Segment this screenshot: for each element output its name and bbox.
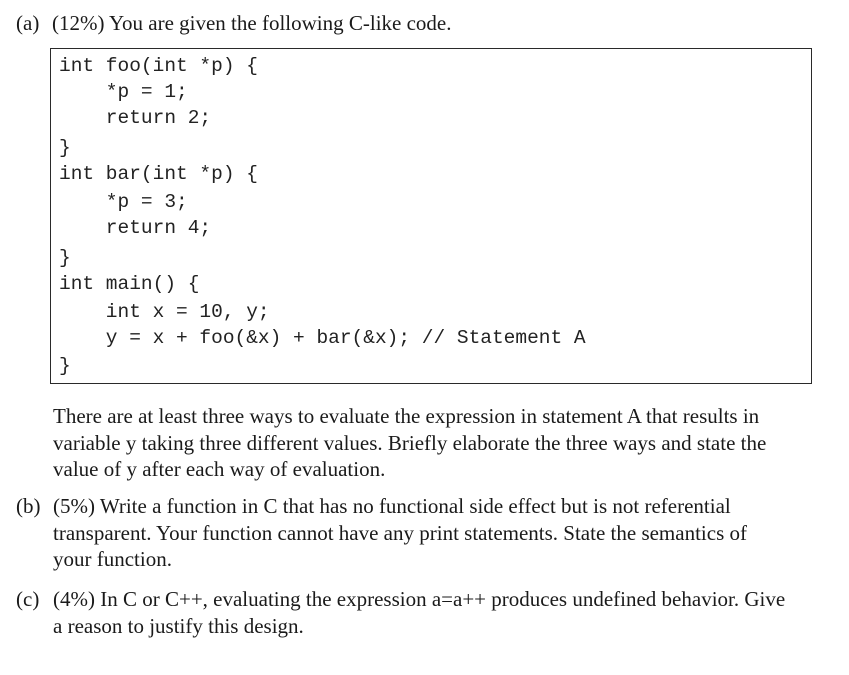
paragraph-line: variable y taking three different values. Briefly elaborate the three ways and state the (53, 430, 767, 455)
paragraph-line: (5%) Write a function in C that has no functional side effect but is not referential (53, 494, 731, 518)
code-line: y = x + foo(&x) + bar(&x); // Statement A (59, 327, 586, 349)
code-line: int x = 10, y; (59, 301, 270, 323)
code-block (50, 48, 812, 384)
paragraph-line: value of y after each way of evaluation. (53, 457, 386, 481)
paragraph-line: your function. (53, 547, 172, 571)
code-line: int foo(int *p) { (59, 55, 258, 77)
code-line: } (59, 137, 71, 159)
paragraph-line: (4%) In C or C++, evaluating the expression a=a++ produces undefined behavior. Give (53, 587, 786, 611)
code-line: int main() { (59, 273, 200, 295)
question-c-label: (c) (16, 587, 40, 611)
code-line: *p = 3; (59, 191, 188, 213)
code-line: } (59, 247, 71, 269)
question-a-intro: (12%) You are given the following C-like code. (52, 11, 452, 35)
code-line: int bar(int *p) { (59, 163, 258, 185)
question-a-label: (a) (16, 11, 40, 35)
question-b-label: (b) (16, 494, 41, 518)
code-line: } (59, 355, 71, 377)
paragraph-line: transparent. Your function cannot have any print statements. State the semantics of (53, 520, 747, 545)
paragraph-line: a reason to justify this design. (53, 613, 304, 638)
paragraph-line: There are at least three ways to evaluate the expression in statement A that results in (53, 404, 760, 428)
question-a-paragraph (53, 403, 813, 483)
code-line: return 4; (59, 217, 212, 239)
question-c-text (53, 586, 813, 639)
question-b-text (53, 493, 813, 573)
code-line: return 2; (59, 107, 212, 129)
code-line: *p = 1; (59, 81, 188, 103)
